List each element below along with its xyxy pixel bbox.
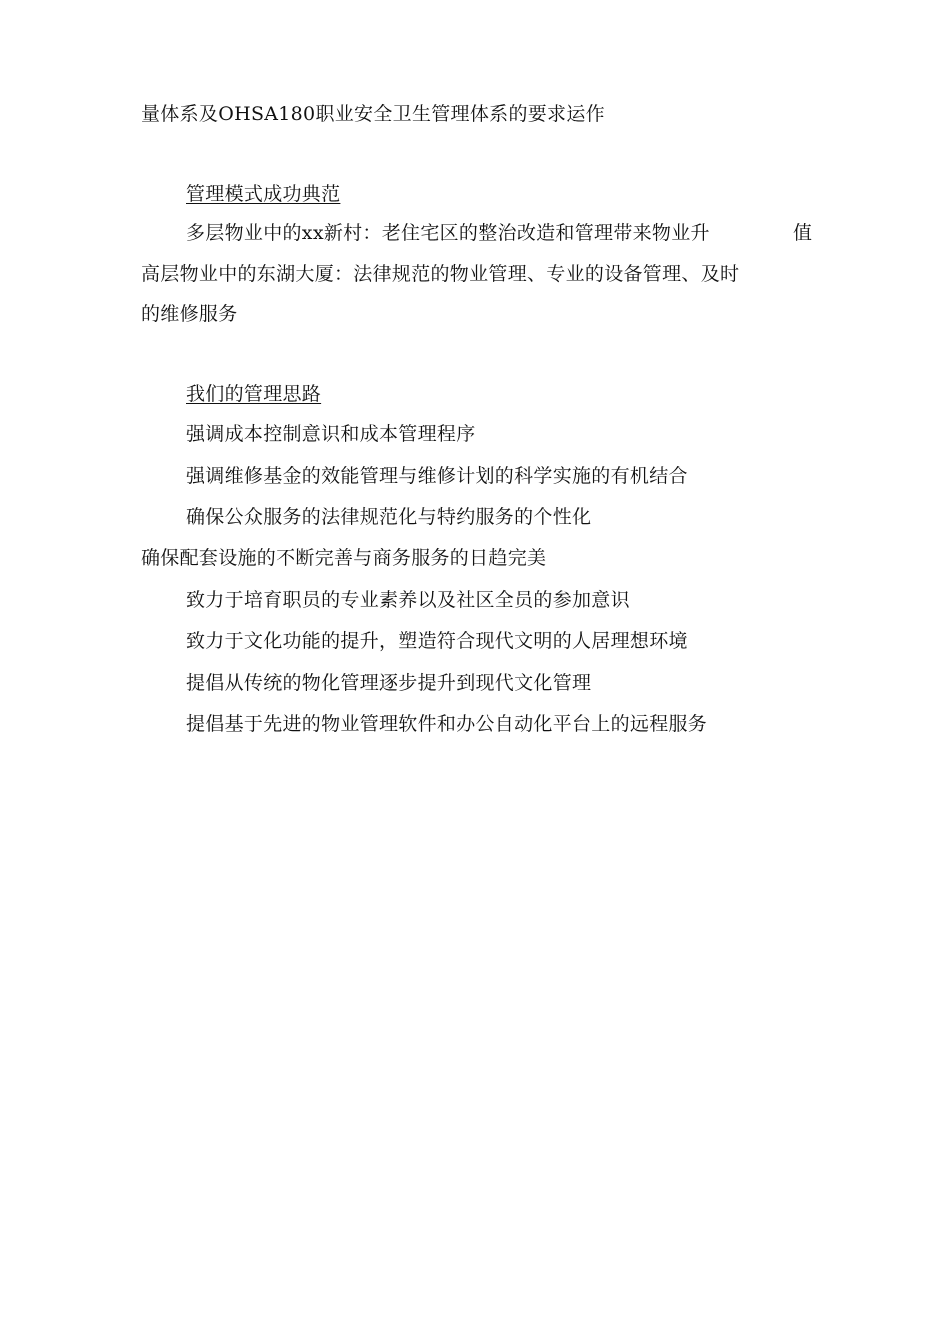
paragraph-multistory-property: 多层物业中的xx新村：老住宅区的整治改造和管理带来物业升: [186, 222, 710, 244]
list-item: 强调成本控制意识和成本管理程序: [186, 423, 476, 445]
list-item: 强调维修基金的效能管理与维修计划的科学实施的有机结合: [186, 465, 688, 487]
list-item: 提倡从传统的物化管理逐步提升到现代文化管理: [186, 672, 592, 694]
section-heading-management-ideas: 我们的管理思路: [186, 383, 322, 405]
list-item: 致力于文化功能的提升，塑造符合现代文明的人居理想环境: [186, 630, 688, 652]
paragraph-highrise-property-line2: 的维修服务: [141, 303, 238, 325]
list-item: 提倡基于先进的物业管理软件和办公自动化平台上的远程服务: [186, 713, 708, 735]
paragraph-multistory-property-tail: 值: [793, 222, 813, 244]
continuation-line: 量体系及OHSA180职业安全卫生管理体系的要求运作: [141, 103, 605, 125]
list-item: 确保公众服务的法律规范化与特约服务的个性化: [186, 506, 592, 528]
paragraph-highrise-property-line1: 高层物业中的东湖大厦：法律规范的物业管理、专业的设备管理、及时: [141, 263, 740, 285]
list-item: 致力于培育职员的专业素养以及社区全员的参加意识: [186, 589, 630, 611]
section-heading-success-models: 管理模式成功典范: [186, 183, 341, 205]
list-item: 确保配套设施的不断完善与商务服务的日趋完美: [141, 547, 547, 569]
